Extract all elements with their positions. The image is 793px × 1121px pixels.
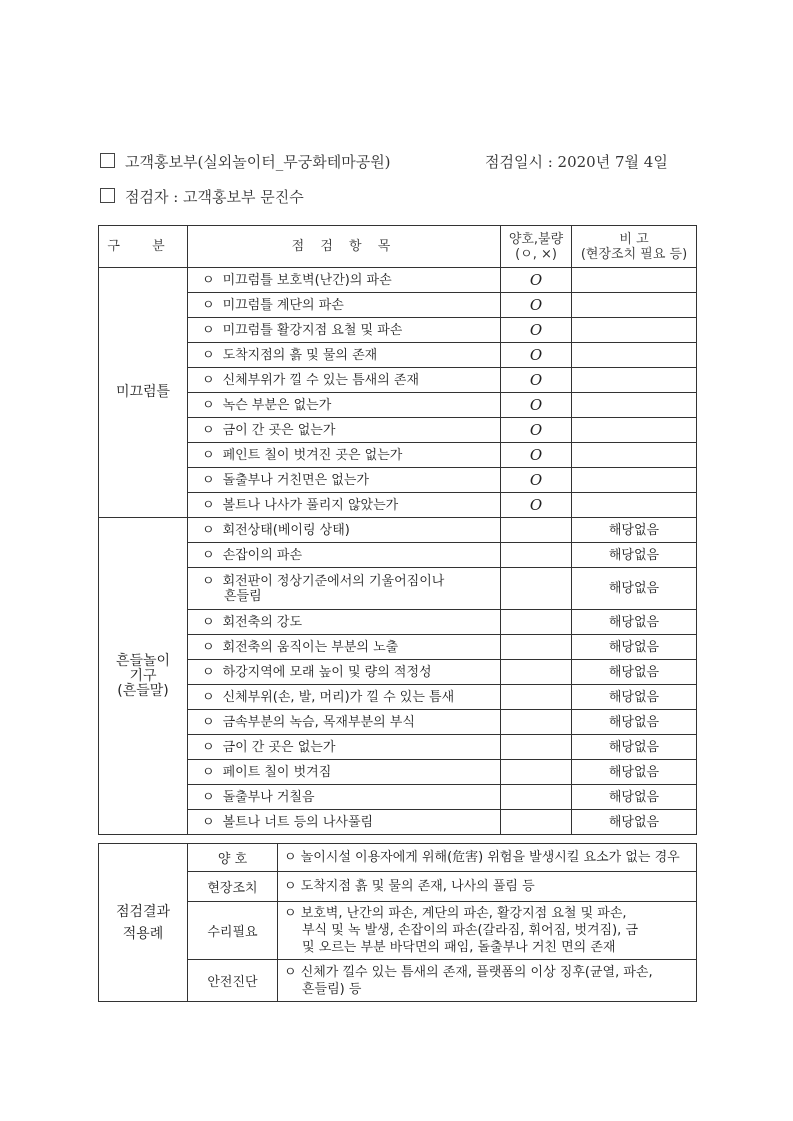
check-item-text: 미끄럼틀 활강지점 요철 및 파손	[222, 322, 403, 338]
status-mark: O	[501, 368, 572, 393]
check-item-text-cont: 흔들림	[224, 588, 262, 604]
table-row	[99, 368, 697, 393]
header-remarks-sub: (현장조치 필요 등)	[580, 246, 688, 262]
result-row	[99, 902, 697, 960]
status-mark	[501, 610, 572, 635]
bullet-icon: ㅇ	[202, 789, 215, 805]
table-row	[99, 568, 697, 610]
table-row	[99, 443, 697, 468]
bullet-icon: ㅇ	[202, 397, 215, 413]
check-item	[188, 368, 501, 393]
status-mark	[501, 635, 572, 660]
result-description	[278, 872, 697, 902]
table-row	[99, 810, 697, 835]
remark-cell: 해당없음	[572, 518, 697, 543]
result-label: 현장조치	[188, 872, 278, 902]
remark-cell: 해당없음	[572, 610, 697, 635]
check-item-text: 신체부위가 낄 수 있는 틈새의 존재	[222, 372, 420, 388]
bullet-icon: ㅇ	[202, 547, 215, 563]
remark-cell: 해당없음	[572, 710, 697, 735]
inspector-text: 점검자 : 고객홍보부 문진수	[125, 188, 304, 206]
table-row	[99, 635, 697, 660]
check-item	[188, 493, 501, 518]
status-mark: O	[501, 293, 572, 318]
check-item	[188, 543, 501, 568]
result-description-line: 및 오르는 부분 바닥면의 패임, 돌출부나 거친 면의 존재	[302, 940, 616, 955]
bullet-icon: ㅇ	[202, 372, 215, 388]
table-row	[99, 735, 697, 760]
check-item-text: 돌출부나 거칠음	[222, 789, 315, 805]
result-description-line: 흔들림) 등	[302, 981, 362, 997]
bullet-icon: ㅇ	[202, 297, 215, 313]
check-item	[188, 318, 501, 343]
check-item-text: 회전판이 정상기준에서의 기울어짐이나	[222, 573, 445, 589]
bullet-icon: ㅇ	[202, 472, 215, 488]
results-category-line: 적용례	[122, 925, 164, 942]
category-label: 미끄럼틀	[115, 384, 171, 400]
check-item	[188, 610, 501, 635]
bullet-icon: ㅇ	[202, 614, 215, 630]
results-table	[98, 843, 697, 1002]
remark-cell	[572, 393, 697, 418]
check-item-text: 신체부위(손, 발, 머리)가 낄 수 있는 틈새	[222, 689, 455, 705]
check-item-text: 미끄럼틀 보호벽(난간)의 파손	[222, 272, 392, 288]
table-row	[99, 418, 697, 443]
category-line: (흔들말)	[117, 682, 169, 699]
checkbox-icon	[100, 153, 115, 168]
bullet-icon: ㅇ	[202, 322, 215, 338]
check-item	[188, 393, 501, 418]
check-item-text: 볼트나 나사가 풀리지 않았는가	[222, 497, 399, 513]
status-mark	[501, 660, 572, 685]
bullet-icon: ㅇ	[202, 689, 215, 705]
table-row	[99, 293, 697, 318]
result-description-line: ㅇ 도착지점 흙 및 물의 존재, 나사의 풀림 등	[284, 879, 535, 894]
check-item	[188, 568, 501, 610]
header-remarks	[572, 226, 697, 268]
header-dept-line	[100, 151, 668, 172]
header-status-label: 양호,불량	[508, 231, 564, 247]
status-mark	[501, 685, 572, 710]
header-inspector-line	[100, 186, 304, 207]
status-mark: O	[501, 493, 572, 518]
check-item	[188, 468, 501, 493]
table-row	[99, 543, 697, 568]
result-description	[278, 960, 697, 1002]
table-row	[99, 710, 697, 735]
result-row	[99, 844, 697, 872]
table-row	[99, 268, 697, 293]
section-category	[99, 268, 188, 518]
check-item-text: 돌출부나 거친면은 없는가	[222, 472, 369, 488]
inspection-date: 점검일시 : 2020년 7월 4일	[485, 153, 668, 171]
category-line: 기구	[129, 667, 157, 684]
status-mark	[501, 568, 572, 610]
remark-cell	[572, 468, 697, 493]
check-item	[188, 518, 501, 543]
remark-cell: 해당없음	[572, 635, 697, 660]
check-item-text: 페이트 칠이 벗겨짐	[222, 764, 332, 780]
result-description-line: 부식 및 녹 발생, 손잡이의 파손(갈라짐, 휘어짐, 벗겨짐), 금	[302, 923, 639, 938]
check-item	[188, 685, 501, 710]
bullet-icon: ㅇ	[202, 522, 215, 538]
check-item-text: 금속부분의 녹슴, 목재부분의 부식	[222, 714, 415, 730]
remark-cell	[572, 418, 697, 443]
remark-cell: 해당없음	[572, 735, 697, 760]
remark-cell: 해당없음	[572, 810, 697, 835]
status-mark	[501, 810, 572, 835]
bullet-icon: ㅇ	[202, 664, 215, 680]
check-item	[188, 268, 501, 293]
check-item	[188, 785, 501, 810]
check-item	[188, 810, 501, 835]
check-item-text: 금이 간 곳은 없는가	[222, 739, 336, 755]
remark-cell	[572, 318, 697, 343]
result-label: 안전진단	[188, 960, 278, 1002]
check-item-text: 회전상태(베이링 상태)	[222, 522, 350, 538]
table-row	[99, 468, 697, 493]
remark-cell: 해당없음	[572, 568, 697, 610]
status-mark	[501, 543, 572, 568]
table-row	[99, 785, 697, 810]
check-item-text: 녹슨 부분은 없는가	[222, 397, 332, 413]
status-mark: O	[501, 393, 572, 418]
status-mark	[501, 710, 572, 735]
header-remarks-label: 비 고	[619, 231, 649, 247]
remark-cell	[572, 443, 697, 468]
bullet-icon: ㅇ	[202, 573, 215, 589]
remark-cell	[572, 268, 697, 293]
status-mark: O	[501, 418, 572, 443]
header-items: 점 검 항 목	[188, 226, 501, 268]
check-item	[188, 735, 501, 760]
status-mark: O	[501, 343, 572, 368]
status-mark: O	[501, 468, 572, 493]
table-row	[99, 660, 697, 685]
table-row	[99, 760, 697, 785]
results-category	[99, 844, 188, 1002]
bullet-icon: ㅇ	[202, 714, 215, 730]
result-description-line: ㅇ 보호벽, 난간의 파손, 계단의 파손, 활강지점 요철 및 파손,	[284, 906, 627, 921]
remark-cell: 해당없음	[572, 785, 697, 810]
remark-cell: 해당없음	[572, 543, 697, 568]
result-label: 양 호	[188, 844, 278, 872]
table-header-row	[99, 226, 697, 268]
remark-cell: 해당없음	[572, 685, 697, 710]
result-label: 수리필요	[188, 902, 278, 960]
dept-text: 고객홍보부(실외놀이터_무궁화테마공원)	[125, 153, 391, 171]
status-mark	[501, 760, 572, 785]
result-description-line: ㅇ 놀이시설 이용자에게 위해(危害) 위험을 발생시킬 요소가 없는 경우	[284, 850, 680, 865]
bullet-icon: ㅇ	[202, 272, 215, 288]
check-item-text: 페인트 칠이 벗겨진 곳은 없는가	[222, 447, 403, 463]
check-item-text: 금이 간 곳은 없는가	[222, 422, 336, 438]
check-item-text: 손잡이의 파손	[222, 547, 303, 563]
bullet-icon: ㅇ	[202, 422, 215, 438]
check-item	[188, 660, 501, 685]
check-item-text: 회전축의 강도	[222, 614, 303, 630]
result-row	[99, 872, 697, 902]
check-item-text: 하강지역에 모래 높이 및 량의 적정성	[222, 664, 432, 680]
check-item-text: 회전축의 움직이는 부분의 노출	[222, 639, 399, 655]
table-row	[99, 318, 697, 343]
remark-cell	[572, 493, 697, 518]
bullet-icon: ㅇ	[202, 639, 215, 655]
check-item	[188, 635, 501, 660]
header-status	[501, 226, 572, 268]
check-item	[188, 418, 501, 443]
check-item	[188, 343, 501, 368]
status-mark: O	[501, 268, 572, 293]
remark-cell: 해당없음	[572, 760, 697, 785]
bullet-icon: ㅇ	[202, 497, 215, 513]
check-item-text: 도착지점의 흙 및 물의 존재	[222, 347, 378, 363]
table-row	[99, 393, 697, 418]
result-description	[278, 844, 697, 872]
table-row	[99, 493, 697, 518]
results-category-line: 점검결과	[115, 903, 171, 920]
bullet-icon: ㅇ	[202, 764, 215, 780]
status-mark	[501, 735, 572, 760]
inspection-table	[98, 225, 697, 835]
checkbox-icon	[100, 188, 115, 203]
result-row	[99, 960, 697, 1002]
bullet-icon: ㅇ	[202, 739, 215, 755]
check-item	[188, 293, 501, 318]
check-item	[188, 710, 501, 735]
remark-cell	[572, 343, 697, 368]
result-description-line: ㅇ 신체가 낄수 있는 틈새의 존재, 플랫폼의 이상 징후(균열, 파손,	[284, 964, 653, 980]
check-item-text: 볼트나 너트 등의 나사풀림	[222, 814, 374, 830]
header-status-sub: (ㅇ, ×)	[515, 246, 557, 262]
bullet-icon: ㅇ	[202, 814, 215, 830]
table-row	[99, 610, 697, 635]
header-category: 구 분	[99, 226, 188, 268]
check-item	[188, 760, 501, 785]
remark-cell: 해당없음	[572, 660, 697, 685]
status-mark	[501, 785, 572, 810]
check-item	[188, 443, 501, 468]
remark-cell	[572, 293, 697, 318]
check-item-text: 미끄럼틀 계단의 파손	[222, 297, 344, 313]
status-mark: O	[501, 443, 572, 468]
table-row	[99, 343, 697, 368]
status-mark	[501, 518, 572, 543]
table-row	[99, 685, 697, 710]
status-mark: O	[501, 318, 572, 343]
remark-cell	[572, 368, 697, 393]
bullet-icon: ㅇ	[202, 347, 215, 363]
section-category	[99, 518, 188, 835]
result-description	[278, 902, 697, 960]
bullet-icon: ㅇ	[202, 447, 215, 463]
table-row	[99, 518, 697, 543]
category-line: 흔들놀이	[115, 652, 171, 669]
